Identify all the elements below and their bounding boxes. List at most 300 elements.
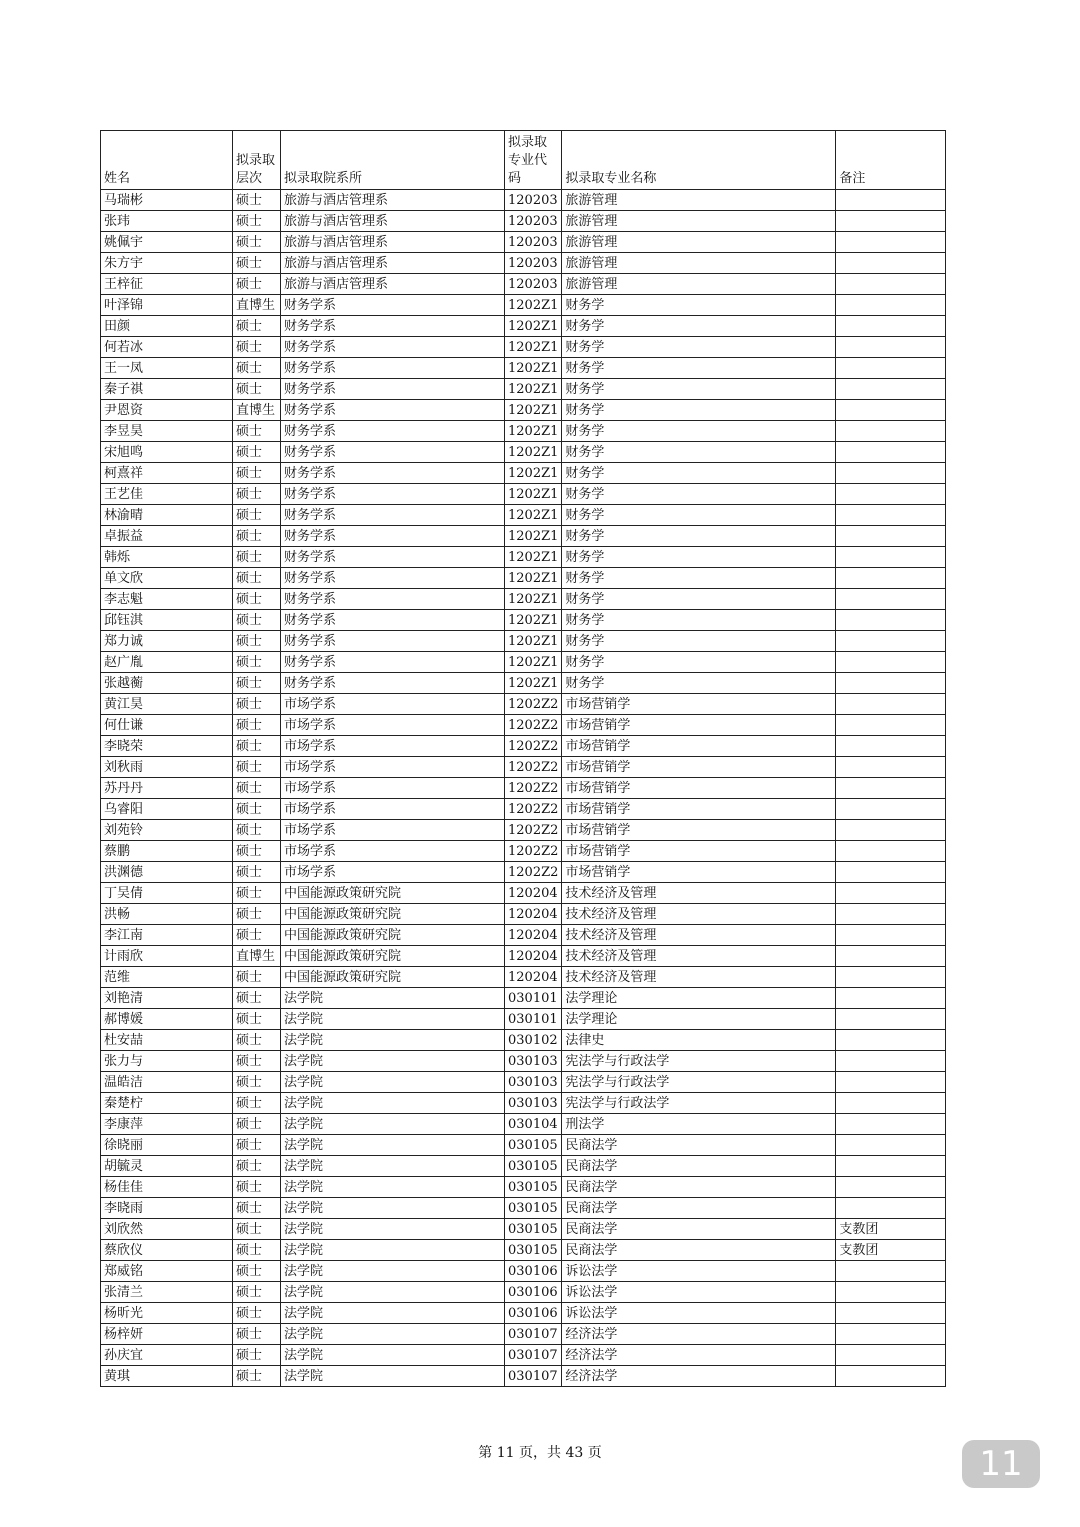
cell-name: 郝博媛 [101, 1009, 233, 1030]
cell-code: 1202Z1 [505, 673, 562, 694]
cell-dept: 财务学系 [281, 442, 505, 463]
cell-name: 丁吴倩 [101, 883, 233, 904]
cell-note [836, 967, 946, 988]
cell-dept: 法学院 [281, 1051, 505, 1072]
cell-name: 范维 [101, 967, 233, 988]
cell-level: 硕士 [233, 820, 281, 841]
table-row [101, 379, 946, 400]
cell-name: 韩烁 [101, 547, 233, 568]
cell-level: 硕士 [233, 190, 281, 211]
cell-name: 杨梓妍 [101, 1324, 233, 1345]
cell-name: 杜安喆 [101, 1030, 233, 1051]
cell-note [836, 568, 946, 589]
cell-code: 030102 [505, 1030, 562, 1051]
cell-dept: 中国能源政策研究院 [281, 925, 505, 946]
cell-code: 120204 [505, 904, 562, 925]
table-row [101, 799, 946, 820]
cell-major: 财务学 [562, 442, 836, 463]
cell-note [836, 862, 946, 883]
table-row [101, 1009, 946, 1030]
cell-dept: 中国能源政策研究院 [281, 967, 505, 988]
cell-name: 朱方宇 [101, 253, 233, 274]
cell-name: 姚佩宇 [101, 232, 233, 253]
cell-major: 财务学 [562, 673, 836, 694]
table-row [101, 526, 946, 547]
cell-name: 张力与 [101, 1051, 233, 1072]
cell-code: 030103 [505, 1051, 562, 1072]
cell-code: 030106 [505, 1261, 562, 1282]
cell-code: 1202Z1 [505, 526, 562, 547]
cell-code: 120204 [505, 883, 562, 904]
cell-level: 硕士 [233, 1261, 281, 1282]
cell-code: 030107 [505, 1366, 562, 1387]
cell-level: 硕士 [233, 799, 281, 820]
cell-dept: 法学院 [281, 1345, 505, 1366]
cell-name: 洪渊德 [101, 862, 233, 883]
cell-note [836, 946, 946, 967]
cell-dept: 市场学系 [281, 841, 505, 862]
table-row [101, 274, 946, 295]
table-row [101, 715, 946, 736]
cell-name: 蔡鹏 [101, 841, 233, 862]
cell-dept: 市场学系 [281, 694, 505, 715]
cell-code: 1202Z1 [505, 421, 562, 442]
table-row [101, 1177, 946, 1198]
cell-code: 1202Z2 [505, 715, 562, 736]
cell-note [836, 1135, 946, 1156]
cell-level: 硕士 [233, 547, 281, 568]
cell-note [836, 484, 946, 505]
cell-code: 120203 [505, 211, 562, 232]
table-row [101, 946, 946, 967]
table-row [101, 400, 946, 421]
cell-note [836, 673, 946, 694]
cell-note [836, 442, 946, 463]
cell-note [836, 1282, 946, 1303]
table-row [101, 736, 946, 757]
cell-dept: 财务学系 [281, 295, 505, 316]
cell-level: 硕士 [233, 337, 281, 358]
cell-name: 林渝晴 [101, 505, 233, 526]
cell-major: 财务学 [562, 505, 836, 526]
cell-dept: 市场学系 [281, 799, 505, 820]
cell-level: 硕士 [233, 715, 281, 736]
cell-code: 120204 [505, 925, 562, 946]
cell-major: 旅游管理 [562, 232, 836, 253]
table-row [101, 1219, 946, 1240]
page-footer: 第 11 页，共 43 页 [478, 1445, 602, 1461]
cell-dept: 财务学系 [281, 652, 505, 673]
cell-level: 直博生 [233, 295, 281, 316]
table-row [101, 463, 946, 484]
table-row [101, 757, 946, 778]
table-row [101, 1261, 946, 1282]
cell-dept: 财务学系 [281, 547, 505, 568]
cell-level: 硕士 [233, 421, 281, 442]
cell-level: 硕士 [233, 925, 281, 946]
cell-dept: 中国能源政策研究院 [281, 883, 505, 904]
cell-code: 030107 [505, 1345, 562, 1366]
cell-major: 民商法学 [562, 1156, 836, 1177]
table-row [101, 295, 946, 316]
cell-name: 温皓洁 [101, 1072, 233, 1093]
cell-dept: 法学院 [281, 1093, 505, 1114]
cell-note [836, 1324, 946, 1345]
cell-dept: 财务学系 [281, 505, 505, 526]
table-row [101, 652, 946, 673]
cell-major: 财务学 [562, 652, 836, 673]
cell-dept: 法学院 [281, 1282, 505, 1303]
cell-major: 诉讼法学 [562, 1282, 836, 1303]
cell-name: 黄江昊 [101, 694, 233, 715]
cell-note [836, 232, 946, 253]
cell-level: 硕士 [233, 1135, 281, 1156]
cell-level: 硕士 [233, 610, 281, 631]
cell-code: 1202Z2 [505, 736, 562, 757]
table-row [101, 442, 946, 463]
cell-code: 030105 [505, 1177, 562, 1198]
cell-major: 经济法学 [562, 1324, 836, 1345]
cell-note [836, 778, 946, 799]
cell-name: 尹恩资 [101, 400, 233, 421]
cell-code: 1202Z1 [505, 463, 562, 484]
table-row [101, 421, 946, 442]
cell-dept: 市场学系 [281, 715, 505, 736]
table-row [101, 1051, 946, 1072]
cell-name: 李康萍 [101, 1114, 233, 1135]
cell-code: 1202Z1 [505, 568, 562, 589]
cell-level: 硕士 [233, 442, 281, 463]
table-row [101, 673, 946, 694]
cell-name: 田颜 [101, 316, 233, 337]
table-row [101, 904, 946, 925]
cell-level: 硕士 [233, 274, 281, 295]
cell-name: 计雨欣 [101, 946, 233, 967]
table-row [101, 358, 946, 379]
cell-code: 120203 [505, 190, 562, 211]
cell-name: 李昱昊 [101, 421, 233, 442]
cell-level: 硕士 [233, 1177, 281, 1198]
cell-note [836, 295, 946, 316]
cell-code: 1202Z2 [505, 778, 562, 799]
table-row [101, 568, 946, 589]
cell-major: 民商法学 [562, 1177, 836, 1198]
table-row [101, 1156, 946, 1177]
cell-note [836, 463, 946, 484]
table-row [101, 925, 946, 946]
cell-code: 1202Z1 [505, 337, 562, 358]
cell-note [836, 652, 946, 673]
cell-major: 经济法学 [562, 1366, 836, 1387]
cell-code: 1202Z1 [505, 505, 562, 526]
cell-note [836, 1261, 946, 1282]
cell-name: 柯熹祥 [101, 463, 233, 484]
cell-note: 支教团 [836, 1219, 946, 1240]
cell-major: 财务学 [562, 568, 836, 589]
cell-dept: 财务学系 [281, 589, 505, 610]
cell-level: 硕士 [233, 379, 281, 400]
cell-code: 1202Z2 [505, 862, 562, 883]
cell-note [836, 1030, 946, 1051]
cell-level: 硕士 [233, 1324, 281, 1345]
cell-level: 硕士 [233, 358, 281, 379]
cell-name: 李江南 [101, 925, 233, 946]
cell-major: 财务学 [562, 316, 836, 337]
cell-name: 刘欣然 [101, 1219, 233, 1240]
cell-major: 经济法学 [562, 1345, 836, 1366]
cell-name: 杨佳佳 [101, 1177, 233, 1198]
cell-major: 市场营销学 [562, 715, 836, 736]
cell-note [836, 1156, 946, 1177]
cell-major: 旅游管理 [562, 274, 836, 295]
cell-note [836, 715, 946, 736]
cell-note [836, 736, 946, 757]
cell-code: 1202Z1 [505, 610, 562, 631]
cell-code: 030105 [505, 1240, 562, 1261]
table-row [101, 1135, 946, 1156]
cell-note [836, 841, 946, 862]
cell-major: 刑法学 [562, 1114, 836, 1135]
table-row [101, 1093, 946, 1114]
cell-dept: 旅游与酒店管理系 [281, 211, 505, 232]
cell-note [836, 1198, 946, 1219]
cell-dept: 财务学系 [281, 631, 505, 652]
cell-major: 民商法学 [562, 1219, 836, 1240]
table-row [101, 547, 946, 568]
cell-name: 单文欣 [101, 568, 233, 589]
cell-level: 硕士 [233, 736, 281, 757]
cell-name: 张清兰 [101, 1282, 233, 1303]
cell-level: 硕士 [233, 1219, 281, 1240]
table-body [101, 190, 946, 1387]
cell-major: 财务学 [562, 295, 836, 316]
cell-name: 刘苑铃 [101, 820, 233, 841]
header-note: 备注 [836, 131, 946, 190]
cell-note [836, 904, 946, 925]
cell-dept: 财务学系 [281, 316, 505, 337]
cell-code: 030105 [505, 1198, 562, 1219]
cell-level: 硕士 [233, 967, 281, 988]
cell-level: 硕士 [233, 463, 281, 484]
table-row [101, 1114, 946, 1135]
cell-dept: 财务学系 [281, 379, 505, 400]
table-row [101, 694, 946, 715]
table-row [101, 778, 946, 799]
cell-dept: 法学院 [281, 1240, 505, 1261]
table-row [101, 316, 946, 337]
cell-note [836, 400, 946, 421]
cell-major: 技术经济及管理 [562, 946, 836, 967]
cell-name: 郑威铭 [101, 1261, 233, 1282]
cell-major: 旅游管理 [562, 211, 836, 232]
cell-note [836, 316, 946, 337]
cell-dept: 法学院 [281, 1177, 505, 1198]
table-row [101, 1198, 946, 1219]
cell-note [836, 505, 946, 526]
table-row [101, 1072, 946, 1093]
cell-level: 硕士 [233, 1240, 281, 1261]
cell-dept: 法学院 [281, 1303, 505, 1324]
cell-code: 030101 [505, 1009, 562, 1030]
cell-name: 卓振益 [101, 526, 233, 547]
cell-major: 财务学 [562, 463, 836, 484]
cell-major: 宪法学与行政法学 [562, 1093, 836, 1114]
cell-code: 030104 [505, 1114, 562, 1135]
cell-dept: 法学院 [281, 988, 505, 1009]
cell-dept: 法学院 [281, 1156, 505, 1177]
cell-level: 直博生 [233, 400, 281, 421]
cell-code: 1202Z1 [505, 400, 562, 421]
cell-major: 法学理论 [562, 988, 836, 1009]
cell-note [836, 694, 946, 715]
cell-level: 硕士 [233, 589, 281, 610]
cell-level: 硕士 [233, 673, 281, 694]
cell-dept: 财务学系 [281, 337, 505, 358]
table-row [101, 589, 946, 610]
cell-note [836, 1072, 946, 1093]
cell-level: 硕士 [233, 1303, 281, 1324]
cell-major: 民商法学 [562, 1135, 836, 1156]
table-header [101, 131, 946, 190]
cell-dept: 市场学系 [281, 778, 505, 799]
cell-major: 宪法学与行政法学 [562, 1051, 836, 1072]
cell-major: 财务学 [562, 421, 836, 442]
cell-level: 硕士 [233, 631, 281, 652]
cell-code: 1202Z1 [505, 652, 562, 673]
table-row [101, 505, 946, 526]
table-row [101, 988, 946, 1009]
table-row [101, 967, 946, 988]
header-major: 拟录取专业名称 [562, 131, 836, 190]
cell-major: 市场营销学 [562, 841, 836, 862]
cell-name: 刘秋雨 [101, 757, 233, 778]
cell-note [836, 379, 946, 400]
cell-note [836, 421, 946, 442]
cell-note: 支教团 [836, 1240, 946, 1261]
cell-name: 杨昕光 [101, 1303, 233, 1324]
cell-level: 硕士 [233, 1030, 281, 1051]
cell-major: 市场营销学 [562, 799, 836, 820]
cell-code: 030107 [505, 1324, 562, 1345]
cell-name: 赵广胤 [101, 652, 233, 673]
cell-dept: 财务学系 [281, 421, 505, 442]
cell-name: 李晓荣 [101, 736, 233, 757]
cell-level: 硕士 [233, 1009, 281, 1030]
cell-code: 120203 [505, 232, 562, 253]
cell-note [836, 547, 946, 568]
cell-major: 市场营销学 [562, 757, 836, 778]
cell-name: 苏丹丹 [101, 778, 233, 799]
header-dept: 拟录取院系所 [281, 131, 505, 190]
table-row [101, 841, 946, 862]
table-row [101, 1366, 946, 1387]
cell-dept: 财务学系 [281, 463, 505, 484]
cell-level: 硕士 [233, 1051, 281, 1072]
cell-note [836, 1303, 946, 1324]
cell-dept: 法学院 [281, 1135, 505, 1156]
cell-code: 120204 [505, 946, 562, 967]
cell-major: 财务学 [562, 400, 836, 421]
table-row [101, 484, 946, 505]
cell-note [836, 1114, 946, 1135]
cell-dept: 旅游与酒店管理系 [281, 232, 505, 253]
cell-dept: 市场学系 [281, 736, 505, 757]
cell-note [836, 358, 946, 379]
cell-major: 民商法学 [562, 1198, 836, 1219]
table-row [101, 1345, 946, 1366]
cell-dept: 财务学系 [281, 358, 505, 379]
cell-note [836, 631, 946, 652]
cell-dept: 财务学系 [281, 673, 505, 694]
cell-note [836, 610, 946, 631]
cell-dept: 旅游与酒店管理系 [281, 253, 505, 274]
table-row [101, 253, 946, 274]
cell-name: 邱钰淇 [101, 610, 233, 631]
cell-level: 硕士 [233, 1366, 281, 1387]
cell-dept: 市场学系 [281, 820, 505, 841]
cell-name: 叶泽锦 [101, 295, 233, 316]
cell-name: 王艺佳 [101, 484, 233, 505]
cell-dept: 财务学系 [281, 400, 505, 421]
cell-name: 蔡欣仪 [101, 1240, 233, 1261]
cell-code: 1202Z1 [505, 316, 562, 337]
cell-dept: 财务学系 [281, 526, 505, 547]
table-row [101, 190, 946, 211]
cell-code: 1202Z1 [505, 547, 562, 568]
cell-major: 市场营销学 [562, 778, 836, 799]
cell-level: 硕士 [233, 211, 281, 232]
cell-dept: 法学院 [281, 1261, 505, 1282]
cell-code: 1202Z1 [505, 358, 562, 379]
cell-code: 030103 [505, 1093, 562, 1114]
cell-major: 法学理论 [562, 1009, 836, 1030]
cell-level: 硕士 [233, 1093, 281, 1114]
cell-major: 诉讼法学 [562, 1261, 836, 1282]
table-row [101, 883, 946, 904]
cell-level: 硕士 [233, 484, 281, 505]
cell-level: 硕士 [233, 694, 281, 715]
cell-note [836, 988, 946, 1009]
cell-code: 030103 [505, 1072, 562, 1093]
cell-note [836, 589, 946, 610]
cell-code: 030101 [505, 988, 562, 1009]
cell-dept: 中国能源政策研究院 [281, 904, 505, 925]
cell-level: 硕士 [233, 568, 281, 589]
cell-level: 硕士 [233, 1114, 281, 1135]
cell-note [836, 820, 946, 841]
cell-major: 财务学 [562, 589, 836, 610]
cell-note [836, 526, 946, 547]
cell-name: 胡毓灵 [101, 1156, 233, 1177]
cell-major: 市场营销学 [562, 694, 836, 715]
cell-level: 硕士 [233, 862, 281, 883]
cell-dept: 市场学系 [281, 862, 505, 883]
cell-level: 直博生 [233, 946, 281, 967]
cell-name: 王一凤 [101, 358, 233, 379]
cell-major: 财务学 [562, 379, 836, 400]
table-row [101, 610, 946, 631]
cell-note [836, 190, 946, 211]
cell-major: 诉讼法学 [562, 1303, 836, 1324]
cell-major: 民商法学 [562, 1240, 836, 1261]
cell-level: 硕士 [233, 1345, 281, 1366]
cell-code: 120203 [505, 253, 562, 274]
cell-dept: 中国能源政策研究院 [281, 946, 505, 967]
cell-level: 硕士 [233, 526, 281, 547]
cell-level: 硕士 [233, 505, 281, 526]
cell-level: 硕士 [233, 904, 281, 925]
header-code: 拟录取专业代码 [505, 131, 562, 190]
